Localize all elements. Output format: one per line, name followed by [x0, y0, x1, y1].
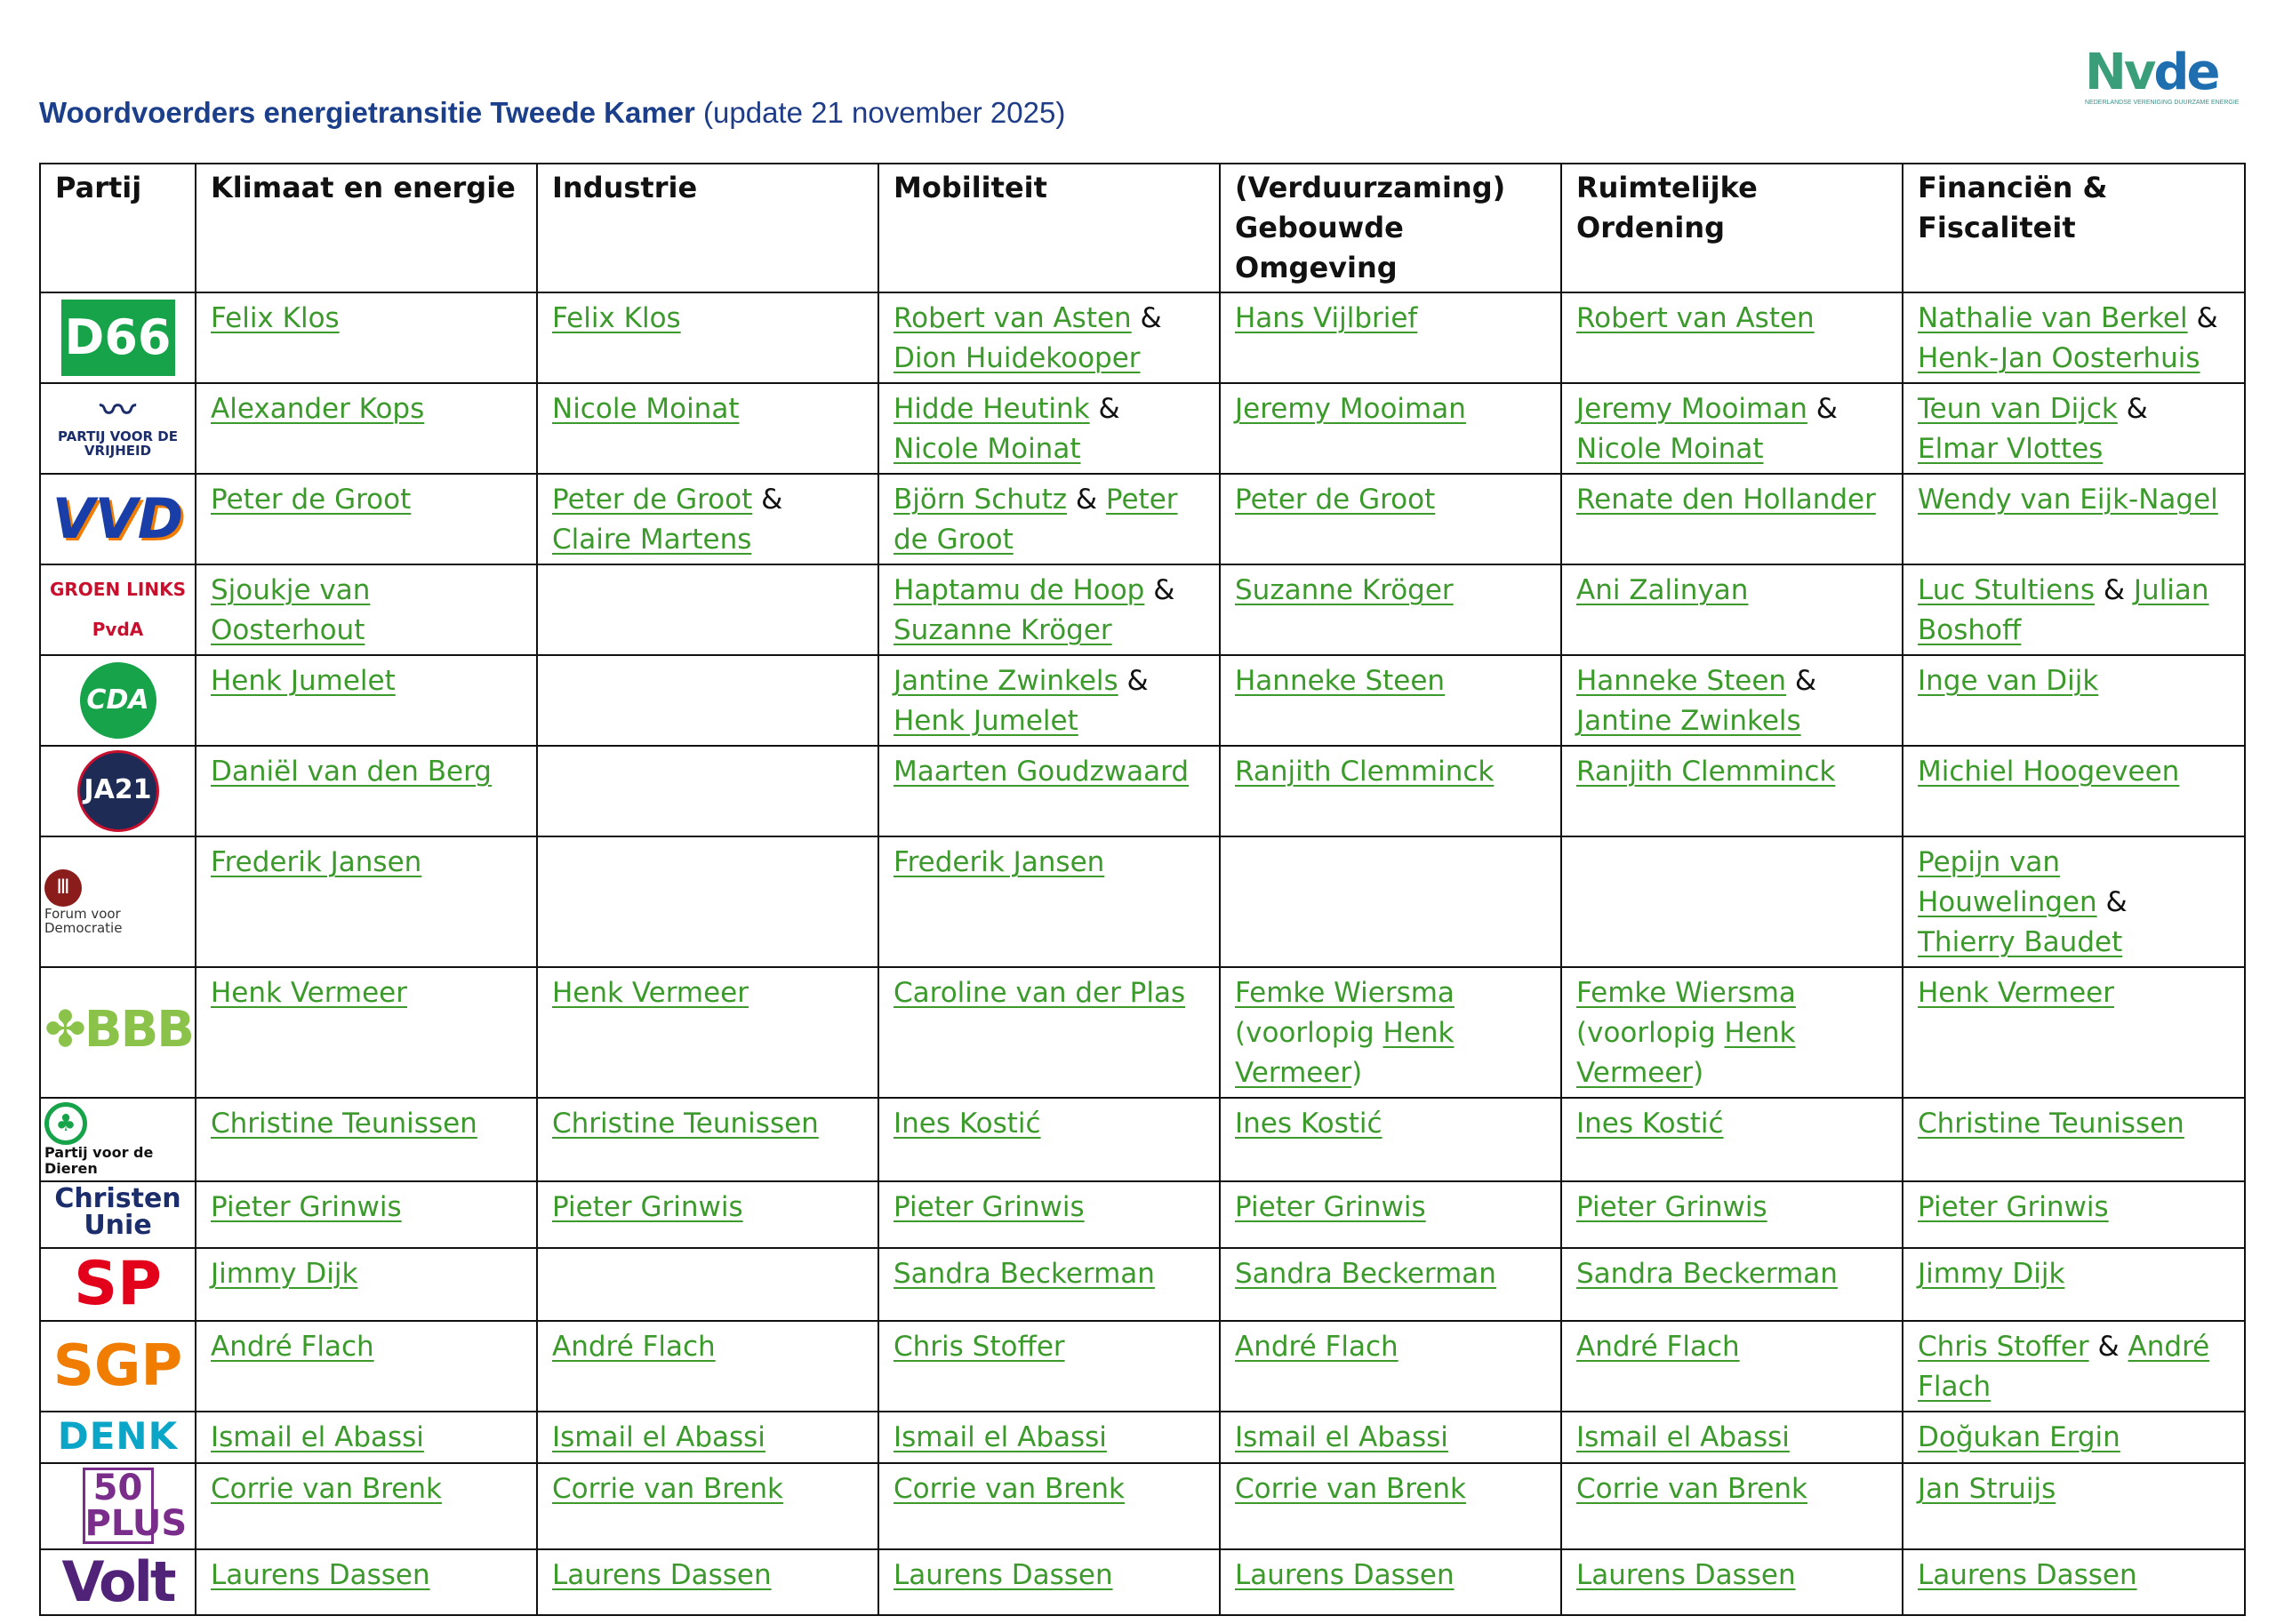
- spokesperson-link[interactable]: Michiel Hoogeveen: [1918, 756, 2180, 788]
- col-header-industrie: Industrie: [537, 164, 878, 292]
- table-row: [40, 1321, 2245, 1412]
- spokesperson-cell: [1903, 746, 2245, 836]
- spokesperson-link[interactable]: Christine Teunissen: [1918, 1108, 2184, 1140]
- table-row: [40, 746, 2245, 836]
- spokesperson-cell: [196, 564, 537, 655]
- spokesperson-link[interactable]: Jimmy Dijk: [211, 1258, 358, 1290]
- spokesperson-cell: [1220, 1463, 1561, 1549]
- party-logo-sgp: SGP: [52, 1333, 183, 1399]
- spokesperson-cell: [878, 655, 1220, 746]
- spokesperson-link[interactable]: Ismail el Abassi: [894, 1421, 1107, 1453]
- spokesperson-link[interactable]: Ines Kostić: [894, 1108, 1041, 1140]
- spokesperson-cell: [537, 1549, 878, 1615]
- spokesperson-cell: [1561, 655, 1903, 746]
- spokesperson-link[interactable]: Jeremy Mooiman: [1576, 393, 1807, 425]
- spokesperson-cell: [1220, 292, 1561, 383]
- spokesperson-link[interactable]: Sandra Beckerman: [894, 1258, 1155, 1290]
- spokesperson-link[interactable]: Sandra Beckerman: [1235, 1258, 1496, 1290]
- page-title: [39, 96, 1065, 130]
- party-cell: [40, 836, 196, 967]
- spokesperson-link[interactable]: Ines Kostić: [1576, 1108, 1724, 1140]
- party-cell: [40, 1549, 196, 1615]
- col-header-klimaat: Klimaat en energie: [196, 164, 537, 292]
- spokesperson-link[interactable]: Inge van Dijk: [1918, 665, 2099, 697]
- party-logo-pvv: [44, 392, 191, 458]
- spokesperson-cell: [1220, 1412, 1561, 1463]
- clover-icon: ♣: [44, 1102, 87, 1145]
- spokespersons-table: [39, 163, 2246, 1616]
- spokesperson-link[interactable]: Christine Teunissen: [552, 1108, 819, 1140]
- party-logo-groenlinks-pvda: GROEN LINKS PvdA: [49, 579, 186, 640]
- party-cell: [40, 967, 196, 1098]
- spokesperson-cell: [878, 746, 1220, 836]
- logo-tagline: NEDERLANDSE VERENIGING DUURZAME ENERGIE: [2085, 100, 2240, 106]
- header-row: [40, 164, 2245, 292]
- spokesperson-link[interactable]: Renate den Hollander: [1576, 484, 1876, 516]
- spokesperson-link[interactable]: Haptamu de Hoop: [894, 574, 1145, 606]
- spokesperson-cell: [1220, 564, 1561, 655]
- spokesperson-link[interactable]: Suzanne Kröger: [1235, 574, 1454, 606]
- title-bold: Woordvoerders energietransitie Tweede Kamer: [39, 96, 695, 129]
- spokesperson-cell: [537, 1463, 878, 1549]
- party-logo-text: Forum voor Democratie: [44, 905, 123, 936]
- spokesperson-link[interactable]: Julian Boshoff: [1918, 574, 2209, 646]
- spokesperson-cell: [1561, 1463, 1903, 1549]
- spokesperson-cell: [1903, 1321, 2245, 1412]
- party-cell: [40, 1321, 196, 1412]
- spokesperson-cell: [1903, 292, 2245, 383]
- spokesperson-link[interactable]: Claire Martens: [552, 524, 752, 556]
- title-update: (update 21 november 2025): [694, 96, 1066, 129]
- nvde-logo: [2085, 44, 2240, 117]
- party-cell: [40, 1248, 196, 1321]
- spokesperson-link[interactable]: Corrie van Brenk: [894, 1473, 1125, 1505]
- spokesperson-link[interactable]: Jantine Zwinkels: [894, 665, 1118, 697]
- spokesperson-link[interactable]: Nicole Moinat: [552, 393, 740, 425]
- spokesperson-cell: [537, 383, 878, 474]
- spokesperson-link[interactable]: Luc Stultiens: [1918, 574, 2096, 606]
- spokesperson-link[interactable]: Björn Schutz: [894, 484, 1067, 516]
- col-header-gebouwde-omgeving: (Verduurzaming) Gebouwde Omgeving: [1220, 164, 1561, 292]
- spokesperson-link[interactable]: André Flach: [211, 1331, 374, 1363]
- spokesperson-cell: [1561, 1412, 1903, 1463]
- spokesperson-link[interactable]: Nathalie van Berkel: [1918, 302, 2188, 334]
- ampersand: &: [1089, 393, 1120, 425]
- spokesperson-link[interactable]: Laurens Dassen: [552, 1559, 772, 1591]
- spokesperson-cell: [878, 564, 1220, 655]
- table-row: [40, 1248, 2245, 1321]
- spokesperson-link[interactable]: Felix Klos: [552, 302, 681, 334]
- spokesperson-link[interactable]: Laurens Dassen: [1576, 1559, 1796, 1591]
- table-row: [40, 655, 2245, 746]
- spokesperson-link[interactable]: Pieter Grinwis: [1235, 1191, 1426, 1223]
- spokesperson-link[interactable]: André Flach: [1918, 1331, 2210, 1403]
- table-row: [40, 1412, 2245, 1463]
- spokesperson-link[interactable]: Dion Huidekooper: [894, 342, 1141, 374]
- spokesperson-cell: [1220, 967, 1561, 1098]
- spokesperson-link[interactable]: André Flach: [1235, 1331, 1398, 1363]
- seagull-icon: 〰: [100, 390, 136, 431]
- spokesperson-cell: [1561, 1321, 1903, 1412]
- spokesperson-cell: [196, 1412, 537, 1463]
- spokesperson-cell: [196, 1098, 537, 1181]
- spokesperson-link[interactable]: Corrie van Brenk: [211, 1473, 442, 1505]
- spokesperson-cell: [878, 1549, 1220, 1615]
- spokesperson-link[interactable]: Peter de Groot: [1235, 484, 1436, 516]
- spokesperson-cell: [878, 383, 1220, 474]
- spokesperson-link[interactable]: Sandra Beckerman: [1576, 1258, 1838, 1290]
- spokesperson-link[interactable]: Pieter Grinwis: [552, 1191, 743, 1223]
- party-cell: [40, 383, 196, 474]
- spokesperson-cell: [537, 474, 878, 564]
- ampersand: &: [2095, 574, 2134, 606]
- spokesperson-link[interactable]: Jan Struijs: [1918, 1473, 2056, 1505]
- spokesperson-cell: [1903, 836, 2245, 967]
- spokesperson-cell: [1561, 1098, 1903, 1181]
- spokesperson-cell: [1903, 1248, 2245, 1321]
- spokesperson-link[interactable]: Suzanne Kröger: [894, 614, 1112, 646]
- party-logo-cda: CDA: [80, 662, 156, 739]
- spokesperson-link[interactable]: Hanneke Steen: [1235, 665, 1446, 697]
- spokesperson-link[interactable]: Ines Kostić: [1235, 1108, 1382, 1140]
- spokesperson-cell: [878, 1321, 1220, 1412]
- spokesperson-link[interactable]: Ismail el Abassi: [552, 1421, 765, 1453]
- spokesperson-cell: [537, 1248, 878, 1321]
- party-logo-volt: Volt: [61, 1549, 174, 1614]
- table-row: [40, 1098, 2245, 1181]
- spokesperson-link[interactable]: André Flach: [1576, 1331, 1740, 1363]
- spokesperson-cell: [1903, 1412, 2245, 1463]
- spokesperson-link[interactable]: Pieter Grinwis: [1918, 1191, 2109, 1223]
- spokesperson-cell: [537, 836, 878, 967]
- spokesperson-link[interactable]: Doğukan Ergin: [1918, 1421, 2120, 1453]
- party-logo-partij-voor-de-dieren: [44, 1102, 191, 1177]
- spokesperson-cell: [878, 1098, 1220, 1181]
- party-logo-text: BBB: [84, 1000, 193, 1059]
- party-cell: [40, 1098, 196, 1181]
- spokesperson-cell: [537, 1412, 878, 1463]
- ampersand: &: [752, 484, 783, 516]
- spokesperson-link[interactable]: Chris Stoffer: [1918, 1331, 2089, 1363]
- party-logo-ja21: JA21: [77, 750, 159, 832]
- spokesperson-link[interactable]: Laurens Dassen: [1235, 1559, 1455, 1591]
- spokesperson-link[interactable]: Frederik Jansen: [894, 846, 1105, 878]
- spokesperson-link[interactable]: Daniël van den Berg: [211, 756, 492, 788]
- party-cell: [40, 1412, 196, 1463]
- spokesperson-cell: [1903, 967, 2245, 1098]
- spokesperson-link[interactable]: Jimmy Dijk: [1918, 1258, 2065, 1290]
- spokesperson-link[interactable]: Thierry Baudet: [1918, 926, 2123, 958]
- note-text: ): [1351, 1057, 1363, 1089]
- table-row: [40, 1463, 2245, 1549]
- spokesperson-link[interactable]: Henk Jumelet: [211, 665, 396, 697]
- spokesperson-link[interactable]: Pieter Grinwis: [211, 1191, 402, 1223]
- party-logo-forum-voor-democratie: [44, 869, 191, 935]
- ampersand: &: [2117, 393, 2148, 425]
- clover-icon: ✤: [44, 1000, 84, 1059]
- spokesperson-link[interactable]: Christine Teunissen: [211, 1108, 477, 1140]
- spokesperson-cell: [1220, 1321, 1561, 1412]
- ampersand: &: [2096, 886, 2128, 918]
- spokesperson-cell: [1220, 746, 1561, 836]
- ampersand: &: [1067, 484, 1106, 516]
- spokesperson-link[interactable]: Felix Klos: [211, 302, 340, 334]
- spokesperson-link[interactable]: Chris Stoffer: [894, 1331, 1065, 1363]
- party-logo-sp: SP: [74, 1249, 162, 1319]
- spokesperson-cell: [1561, 746, 1903, 836]
- spokesperson-cell: [537, 967, 878, 1098]
- spokesperson-link[interactable]: Frederik Jansen: [211, 846, 422, 878]
- table-row: [40, 836, 2245, 967]
- spokesperson-cell: [1561, 836, 1903, 967]
- spokesperson-cell: [878, 1248, 1220, 1321]
- party-logo-d66: D66: [61, 300, 175, 376]
- table-row: [40, 1549, 2245, 1615]
- spokesperson-link[interactable]: Corrie van Brenk: [1235, 1473, 1466, 1505]
- party-cell: [40, 1181, 196, 1248]
- spokesperson-link[interactable]: Henk Vermeer: [1918, 977, 2114, 1009]
- party-cell: [40, 474, 196, 564]
- spokesperson-cell: [196, 383, 537, 474]
- temple-icon: Ⅲ: [44, 869, 82, 907]
- spokesperson-link[interactable]: Ranjith Clemminck: [1235, 756, 1495, 788]
- spokesperson-cell: [1561, 1181, 1903, 1248]
- spokesperson-link[interactable]: Sjoukje van Oosterhout: [211, 574, 371, 646]
- spokesperson-cell: [1220, 1248, 1561, 1321]
- table-row: [40, 292, 2245, 383]
- spokesperson-link[interactable]: Wendy van Eijk-Nagel: [1918, 484, 2218, 516]
- spokesperson-link[interactable]: André Flach: [552, 1331, 716, 1363]
- table-row: [40, 564, 2245, 655]
- spokesperson-link[interactable]: Henk-Jan Oosterhuis: [1918, 342, 2200, 374]
- spokesperson-cell: [878, 1412, 1220, 1463]
- spokesperson-cell: [878, 967, 1220, 1098]
- spokesperson-cell: [1903, 1098, 2245, 1181]
- spokesperson-cell: [196, 746, 537, 836]
- party-cell: [40, 292, 196, 383]
- spokesperson-link[interactable]: Henk Vermeer: [1576, 1017, 1796, 1089]
- col-header-partij: Partij: [40, 164, 196, 292]
- spokesperson-cell: [1220, 1549, 1561, 1615]
- spokesperson-cell: [537, 1098, 878, 1181]
- note-text: (voorlopig: [1576, 1017, 1725, 1049]
- spokesperson-link[interactable]: Ismail el Abassi: [211, 1421, 424, 1453]
- spokesperson-link[interactable]: Femke Wiersma: [1235, 977, 1455, 1009]
- spokesperson-link[interactable]: Nicole Moinat: [894, 433, 1081, 465]
- party-logo-bbb: [44, 1000, 193, 1059]
- note-text: ): [1693, 1057, 1704, 1089]
- ampersand: &: [2088, 1331, 2128, 1363]
- spokesperson-link[interactable]: Laurens Dassen: [211, 1559, 430, 1591]
- spokesperson-link[interactable]: Robert van Asten: [894, 302, 1132, 334]
- table-row: [40, 967, 2245, 1098]
- spokesperson-link[interactable]: Teun van Dijck: [1918, 393, 2118, 425]
- spokesperson-cell: [537, 564, 878, 655]
- spokesperson-cell: [537, 746, 878, 836]
- spokesperson-link[interactable]: Alexander Kops: [211, 393, 425, 425]
- spokesperson-cell: [537, 1321, 878, 1412]
- spokesperson-link[interactable]: Maarten Goudzwaard: [894, 756, 1190, 788]
- spokesperson-cell: [537, 292, 878, 383]
- spokesperson-cell: [878, 836, 1220, 967]
- spokesperson-cell: [878, 292, 1220, 383]
- note-text: (voorlopig: [1235, 1017, 1383, 1049]
- spokesperson-cell: [1903, 383, 2245, 474]
- spokesperson-cell: [196, 836, 537, 967]
- spokesperson-link[interactable]: Pepijn van Houwelingen: [1918, 846, 2097, 918]
- spokesperson-link[interactable]: Femke Wiersma: [1576, 977, 1796, 1009]
- spokesperson-link[interactable]: Henk Vermeer: [211, 977, 407, 1009]
- table-row: [40, 383, 2245, 474]
- spokesperson-cell: [1220, 474, 1561, 564]
- ampersand: &: [1144, 574, 1175, 606]
- spokesperson-cell: [196, 1181, 537, 1248]
- spokesperson-cell: [1561, 1549, 1903, 1615]
- spokesperson-cell: [1561, 1248, 1903, 1321]
- spokesperson-link[interactable]: Corrie van Brenk: [552, 1473, 783, 1505]
- spokesperson-cell: [1903, 564, 2245, 655]
- spokesperson-link[interactable]: Ismail el Abassi: [1235, 1421, 1448, 1453]
- party-logo-christenunie: Christen Unie: [54, 1183, 181, 1241]
- spokesperson-link[interactable]: Hidde Heutink: [894, 393, 1090, 425]
- table-row: [40, 1181, 2245, 1248]
- ampersand: &: [2187, 302, 2218, 334]
- spokesperson-link[interactable]: Laurens Dassen: [894, 1559, 1113, 1591]
- col-header-mobiliteit: Mobiliteit: [878, 164, 1220, 292]
- logo-wordmark-a: Nv: [2085, 44, 2154, 101]
- spokesperson-cell: [196, 655, 537, 746]
- spokesperson-link[interactable]: Henk Vermeer: [552, 977, 749, 1009]
- spokesperson-cell: [196, 1248, 537, 1321]
- ampersand: &: [1807, 393, 1838, 425]
- spokesperson-cell: [196, 474, 537, 564]
- spokesperson-cell: [1903, 474, 2245, 564]
- spokesperson-cell: [196, 967, 537, 1098]
- party-cell: [40, 564, 196, 655]
- spokesperson-cell: [537, 1181, 878, 1248]
- party-cell: [40, 746, 196, 836]
- spokesperson-cell: [1220, 1181, 1561, 1248]
- spokesperson-cell: [1220, 655, 1561, 746]
- spokesperson-cell: [1561, 474, 1903, 564]
- spokesperson-cell: [1903, 1463, 2245, 1549]
- spokesperson-cell: [196, 1321, 537, 1412]
- spokesperson-cell: [1903, 655, 2245, 746]
- logo-wordmark-b: de: [2153, 44, 2218, 101]
- spokesperson-cell: [1220, 383, 1561, 474]
- spokesperson-link[interactable]: Pieter Grinwis: [1576, 1191, 1767, 1223]
- spokesperson-link[interactable]: Ani Zalinyan: [1576, 574, 1749, 606]
- party-logo-text: Partij voor de Dieren: [44, 1144, 154, 1177]
- spokesperson-link[interactable]: Jantine Zwinkels: [1576, 705, 1801, 737]
- spokesperson-cell: [878, 474, 1220, 564]
- spokesperson-cell: [537, 655, 878, 746]
- ampersand: &: [1131, 302, 1162, 334]
- table-row: [40, 474, 2245, 564]
- spokesperson-link[interactable]: Peter de Groot: [552, 484, 753, 516]
- spokesperson-link[interactable]: Peter de Groot: [211, 484, 412, 516]
- spokesperson-link[interactable]: Corrie van Brenk: [1576, 1473, 1807, 1505]
- spokesperson-cell: [196, 1463, 537, 1549]
- spokesperson-cell: [1903, 1181, 2245, 1248]
- spokesperson-link[interactable]: Henk Jumelet: [894, 705, 1078, 737]
- spokesperson-link[interactable]: Hanneke Steen: [1576, 665, 1787, 697]
- party-logo-denk: DENK: [57, 1414, 179, 1458]
- spokesperson-link[interactable]: Robert van Asten: [1576, 302, 1815, 334]
- spokesperson-link[interactable]: Pieter Grinwis: [894, 1191, 1085, 1223]
- spokesperson-cell: [196, 1549, 537, 1615]
- spokesperson-cell: [196, 292, 537, 383]
- spokesperson-link[interactable]: Ranjith Clemminck: [1576, 756, 1836, 788]
- spokesperson-cell: [1561, 564, 1903, 655]
- spokesperson-link[interactable]: Peter de Groot: [894, 484, 1178, 556]
- party-logo-text: PARTIJ VOOR DE VRIJHEID: [57, 428, 179, 459]
- spokesperson-cell: [1220, 1098, 1561, 1181]
- col-header-ruimtelijke-ordening: Ruimtelijke Ordening: [1561, 164, 1903, 292]
- spokesperson-cell: [1561, 383, 1903, 474]
- party-logo-50plus: 50 PLUS: [83, 1468, 154, 1544]
- party-cell: [40, 1463, 196, 1549]
- spokesperson-cell: [1220, 836, 1561, 967]
- spokesperson-link[interactable]: Caroline van der Plas: [894, 977, 1186, 1009]
- ampersand: &: [1118, 665, 1149, 697]
- spokesperson-cell: [1561, 292, 1903, 383]
- spokesperson-link[interactable]: Henk Vermeer: [1235, 1017, 1455, 1089]
- spokesperson-cell: [878, 1181, 1220, 1248]
- party-logo-vvd: VVD: [52, 486, 184, 551]
- spokesperson-cell: [1903, 1549, 2245, 1615]
- spokesperson-link[interactable]: Hans Vijlbrief: [1235, 302, 1418, 334]
- ampersand: &: [1786, 665, 1817, 697]
- party-cell: [40, 655, 196, 746]
- spokesperson-link[interactable]: Jeremy Mooiman: [1235, 393, 1466, 425]
- spokesperson-link[interactable]: Elmar Vlottes: [1918, 433, 2104, 465]
- col-header-financien: Financiën & Fiscaliteit: [1903, 164, 2245, 292]
- spokesperson-link[interactable]: Ismail el Abassi: [1576, 1421, 1790, 1453]
- spokesperson-link[interactable]: Laurens Dassen: [1918, 1559, 2137, 1591]
- spokesperson-cell: [1561, 967, 1903, 1098]
- spokesperson-cell: [878, 1463, 1220, 1549]
- spokesperson-link[interactable]: Nicole Moinat: [1576, 433, 1764, 465]
